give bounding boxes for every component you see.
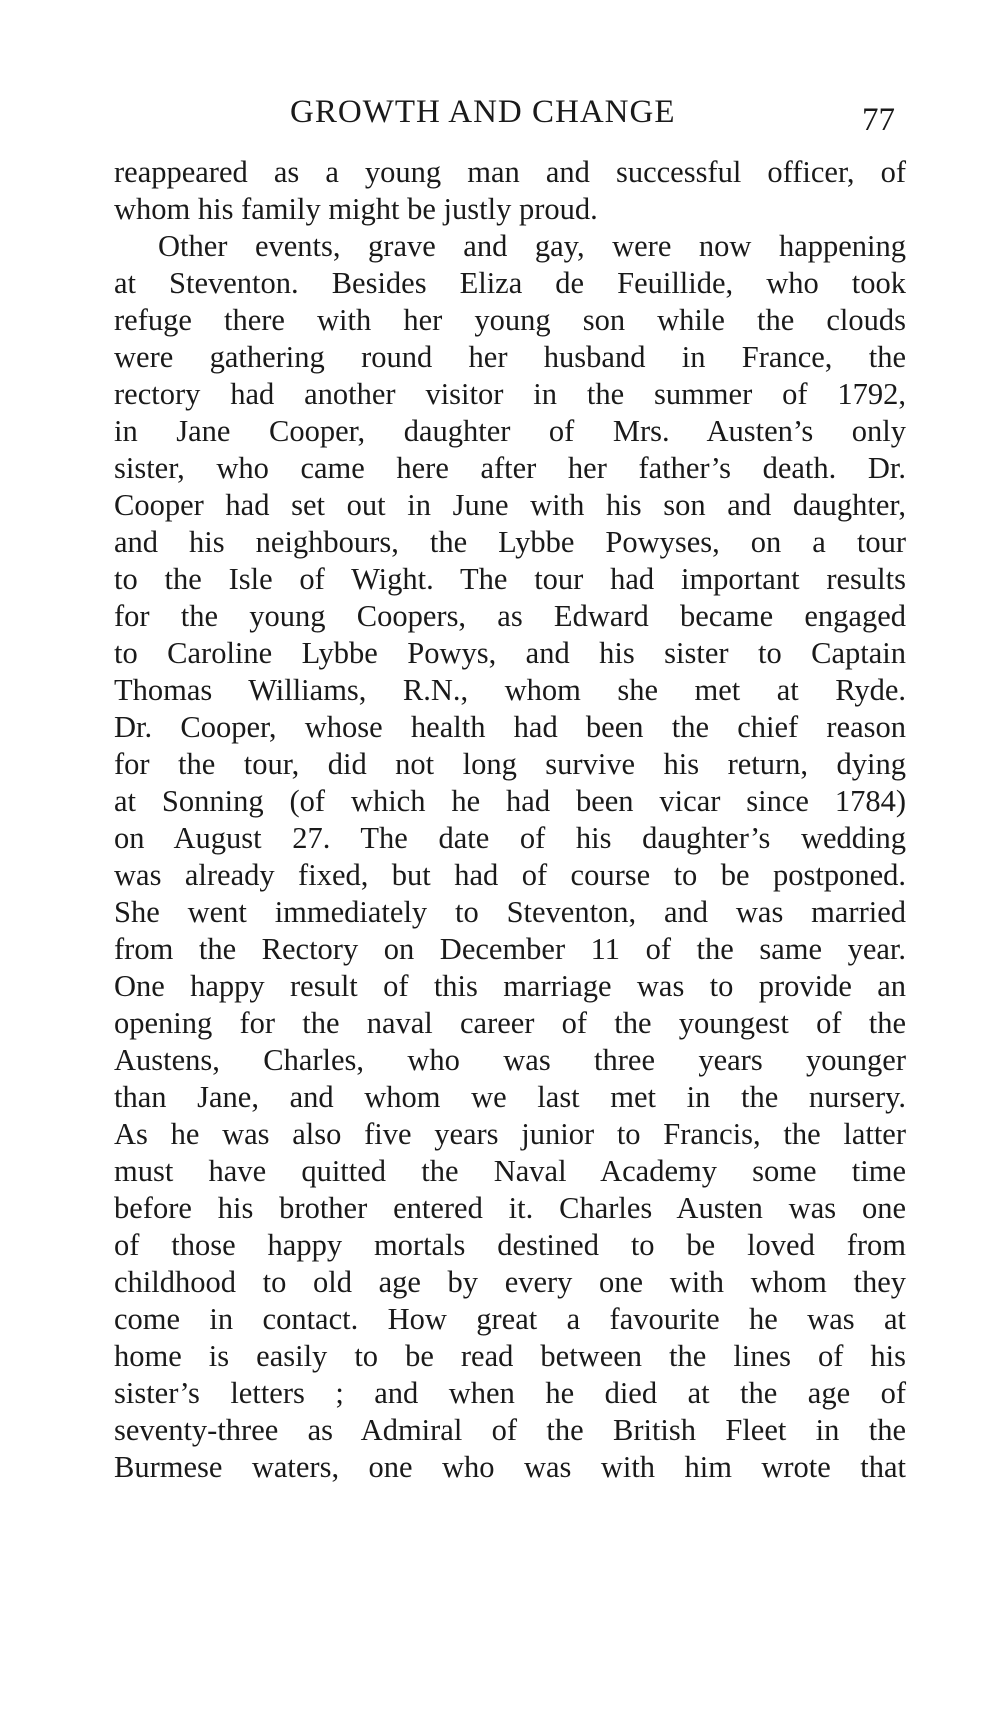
text-line: sister’s letters ; and when he died at the age of (114, 1376, 906, 1410)
text-line: rectory had another visitor in the summer of 1792, (114, 377, 906, 411)
running-head-title: GROWTH AND CHANGE (290, 94, 676, 130)
text-line: Austens, Charles, who was three years younger (114, 1043, 906, 1077)
text-line: than Jane, and whom we last met in the nursery. (114, 1080, 906, 1114)
text-line: Other events, grave and gay, were now happening (158, 229, 906, 263)
text-line: at Sonning (of which he had been vicar since 1784) (114, 784, 906, 818)
text-line: refuge there with her young son while the clouds (114, 303, 906, 337)
paragraph (114, 154, 906, 228)
text-line: Dr. Cooper, whose health had been the chief reason (114, 710, 906, 744)
text-line: and his neighbours, the Lybbe Powyses, on a tour (114, 525, 906, 559)
text-line: childhood to old age by every one with whom they (114, 1265, 906, 1299)
text-line: seventy-three as Admiral of the British Fleet in the (114, 1413, 906, 1447)
text-line: was already fixed, but had of course to be postponed. (114, 858, 906, 892)
text-line: must have quitted the Naval Academy some time (114, 1154, 906, 1188)
text-line: for the young Coopers, as Edward became engaged (114, 599, 906, 633)
body-text (114, 154, 906, 1486)
text-line: for the tour, did not long survive his return, dying (114, 747, 906, 781)
text-line: of those happy mortals destined to be loved from (114, 1228, 906, 1262)
text-line: before his brother entered it. Charles Austen was one (114, 1191, 906, 1225)
text-line: opening for the naval career of the youngest of the (114, 1006, 906, 1040)
text-line: in Jane Cooper, daughter of Mrs. Austen’s only (114, 414, 906, 448)
text-line: were gathering round her husband in France, the (114, 340, 906, 374)
running-head (0, 92, 1000, 142)
text-line: from the Rectory on December 11 of the same year. (114, 932, 906, 966)
paragraph (114, 228, 906, 1486)
text-line: on August 27. The date of his daughter’s wedding (114, 821, 906, 855)
text-line: home is easily to be read between the lines of his (114, 1339, 906, 1373)
text-line: She went immediately to Steventon, and was married (114, 895, 906, 929)
text-line: at Steventon. Besides Eliza de Feuillide, who took (114, 266, 906, 300)
text-line: Burmese waters, one who was with him wrote that (114, 1450, 906, 1484)
text-line: whom his family might be justly proud. (114, 192, 598, 226)
text-line: come in contact. How great a favourite he was at (114, 1302, 906, 1336)
text-line: One happy result of this marriage was to provide an (114, 969, 906, 1003)
text-line: As he was also five years junior to Francis, the latter (114, 1117, 906, 1151)
page-number: 77 (862, 102, 895, 138)
text-line: Cooper had set out in June with his son and daughter, (114, 488, 906, 522)
text-line: to Caroline Lybbe Powys, and his sister to Captain (114, 636, 906, 670)
text-line: Thomas Williams, R.N., whom she met at Ryde. (114, 673, 906, 707)
text-line: to the Isle of Wight. The tour had important results (114, 562, 906, 596)
text-line: reappeared as a young man and successful officer, of (114, 155, 906, 189)
text-line: sister, who came here after her father’s death. Dr. (114, 451, 906, 485)
